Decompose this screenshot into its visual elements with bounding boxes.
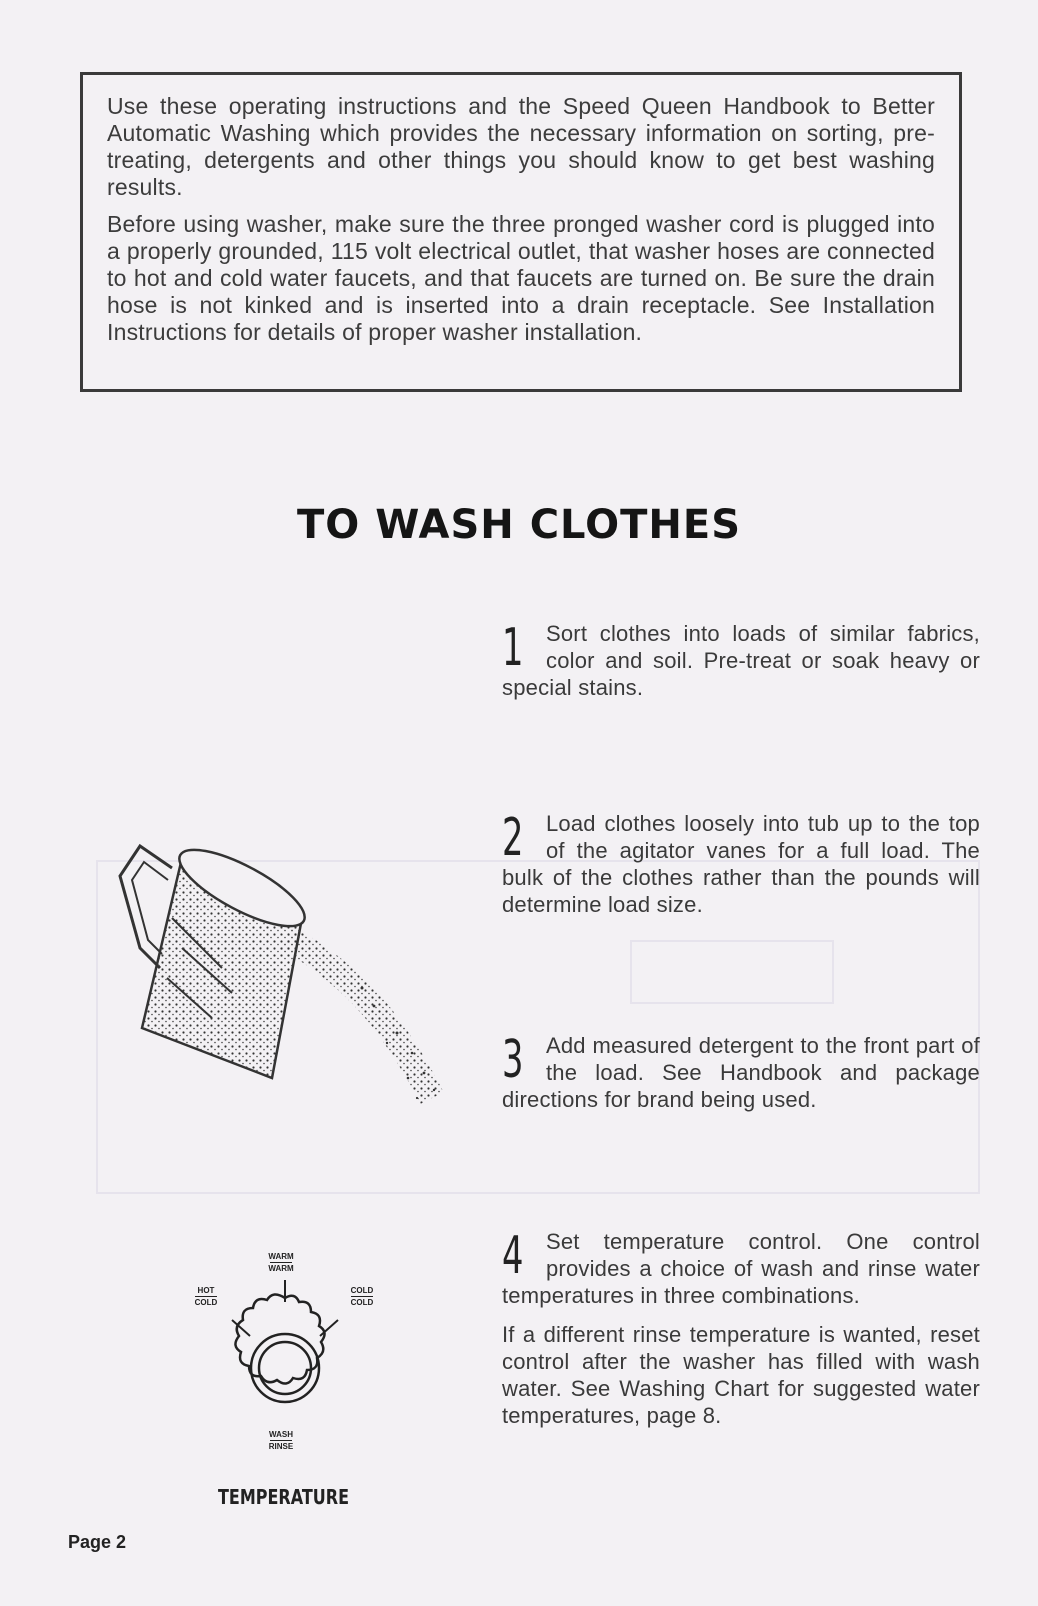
dial-label-bottom [256,1430,306,1451]
intro-paragraph-2: Before using washer, make sure the three pronged washer cord is plugged into a properly grounded, 115 volt electrical outlet, that washer hoses are connected to hot and cold water faucets, and that faucets are turned on. Be sure the drain hose is not kinked and is inserted into a drain receptacle. See Installation Instructions for details of proper washer installation. [107,211,935,345]
step-number: 1 [502,618,524,678]
step-1 [502,620,980,713]
dial-label-right-lower: COLD [350,1298,374,1307]
dial-label-bottom-lower: RINSE [268,1442,294,1451]
dial-label-top-upper: WARM [268,1252,294,1261]
dial-divider [195,1296,217,1297]
step-4 [502,1228,980,1441]
dial-divider [270,1440,292,1441]
step-text: Load clothes loosely into tub up to the top of the agitator vanes for a full load. The bulk of the clothes rather than the pounds will determine load size. [502,811,980,917]
step-3 [502,1032,980,1125]
dial-label-bottom-upper: WASH [269,1430,293,1439]
temperature-label: TEMPERATURE [218,1485,350,1509]
measuring-cup-icon [112,828,472,1118]
step-text: Set temperature control. One control provides a choice of wash and rinse water temperatures in three combinations. [502,1229,980,1308]
page-number: Page 2 [68,1532,127,1552]
dial-label-left-upper: HOT [197,1286,215,1295]
dial-label-top-lower: WARM [268,1264,294,1273]
dial-label-left-lower: COLD [194,1298,218,1307]
dial-label-right-upper: COLD [350,1286,374,1295]
step-number: 2 [502,808,524,868]
dial-divider [270,1262,292,1263]
bleed-through-frame-small [630,940,834,1004]
dial-label-left [186,1286,226,1307]
intro-box [80,72,962,392]
step-number: 4 [502,1226,524,1286]
step-2 [502,810,980,930]
step-text: Sort clothes into loads of similar fabrics, color and soil. Pre-treat or soak heavy or special stains. [502,621,980,700]
intro-paragraph-1: Use these operating instructions and the Speed Queen Handbook to Better Automatic Washing which provides the necessary information on sorting, pre-treating, detergents and other things you should know to get best washing results. [107,93,935,200]
dial-label-top [256,1252,306,1273]
dial-divider [351,1296,373,1297]
step-number: 3 [502,1030,524,1090]
dial-label-right [342,1286,382,1307]
step-text: Add measured detergent to the front part of the load. See Handbook and package directions for brand being used. [502,1033,980,1112]
step-text-extra: If a different rinse temperature is wanted, reset control after the washer has filled with wash water. See Washing Chart for suggested water temperatures, page 8. [502,1322,980,1428]
section-heading: TO WASH CLOTHES [296,502,742,548]
